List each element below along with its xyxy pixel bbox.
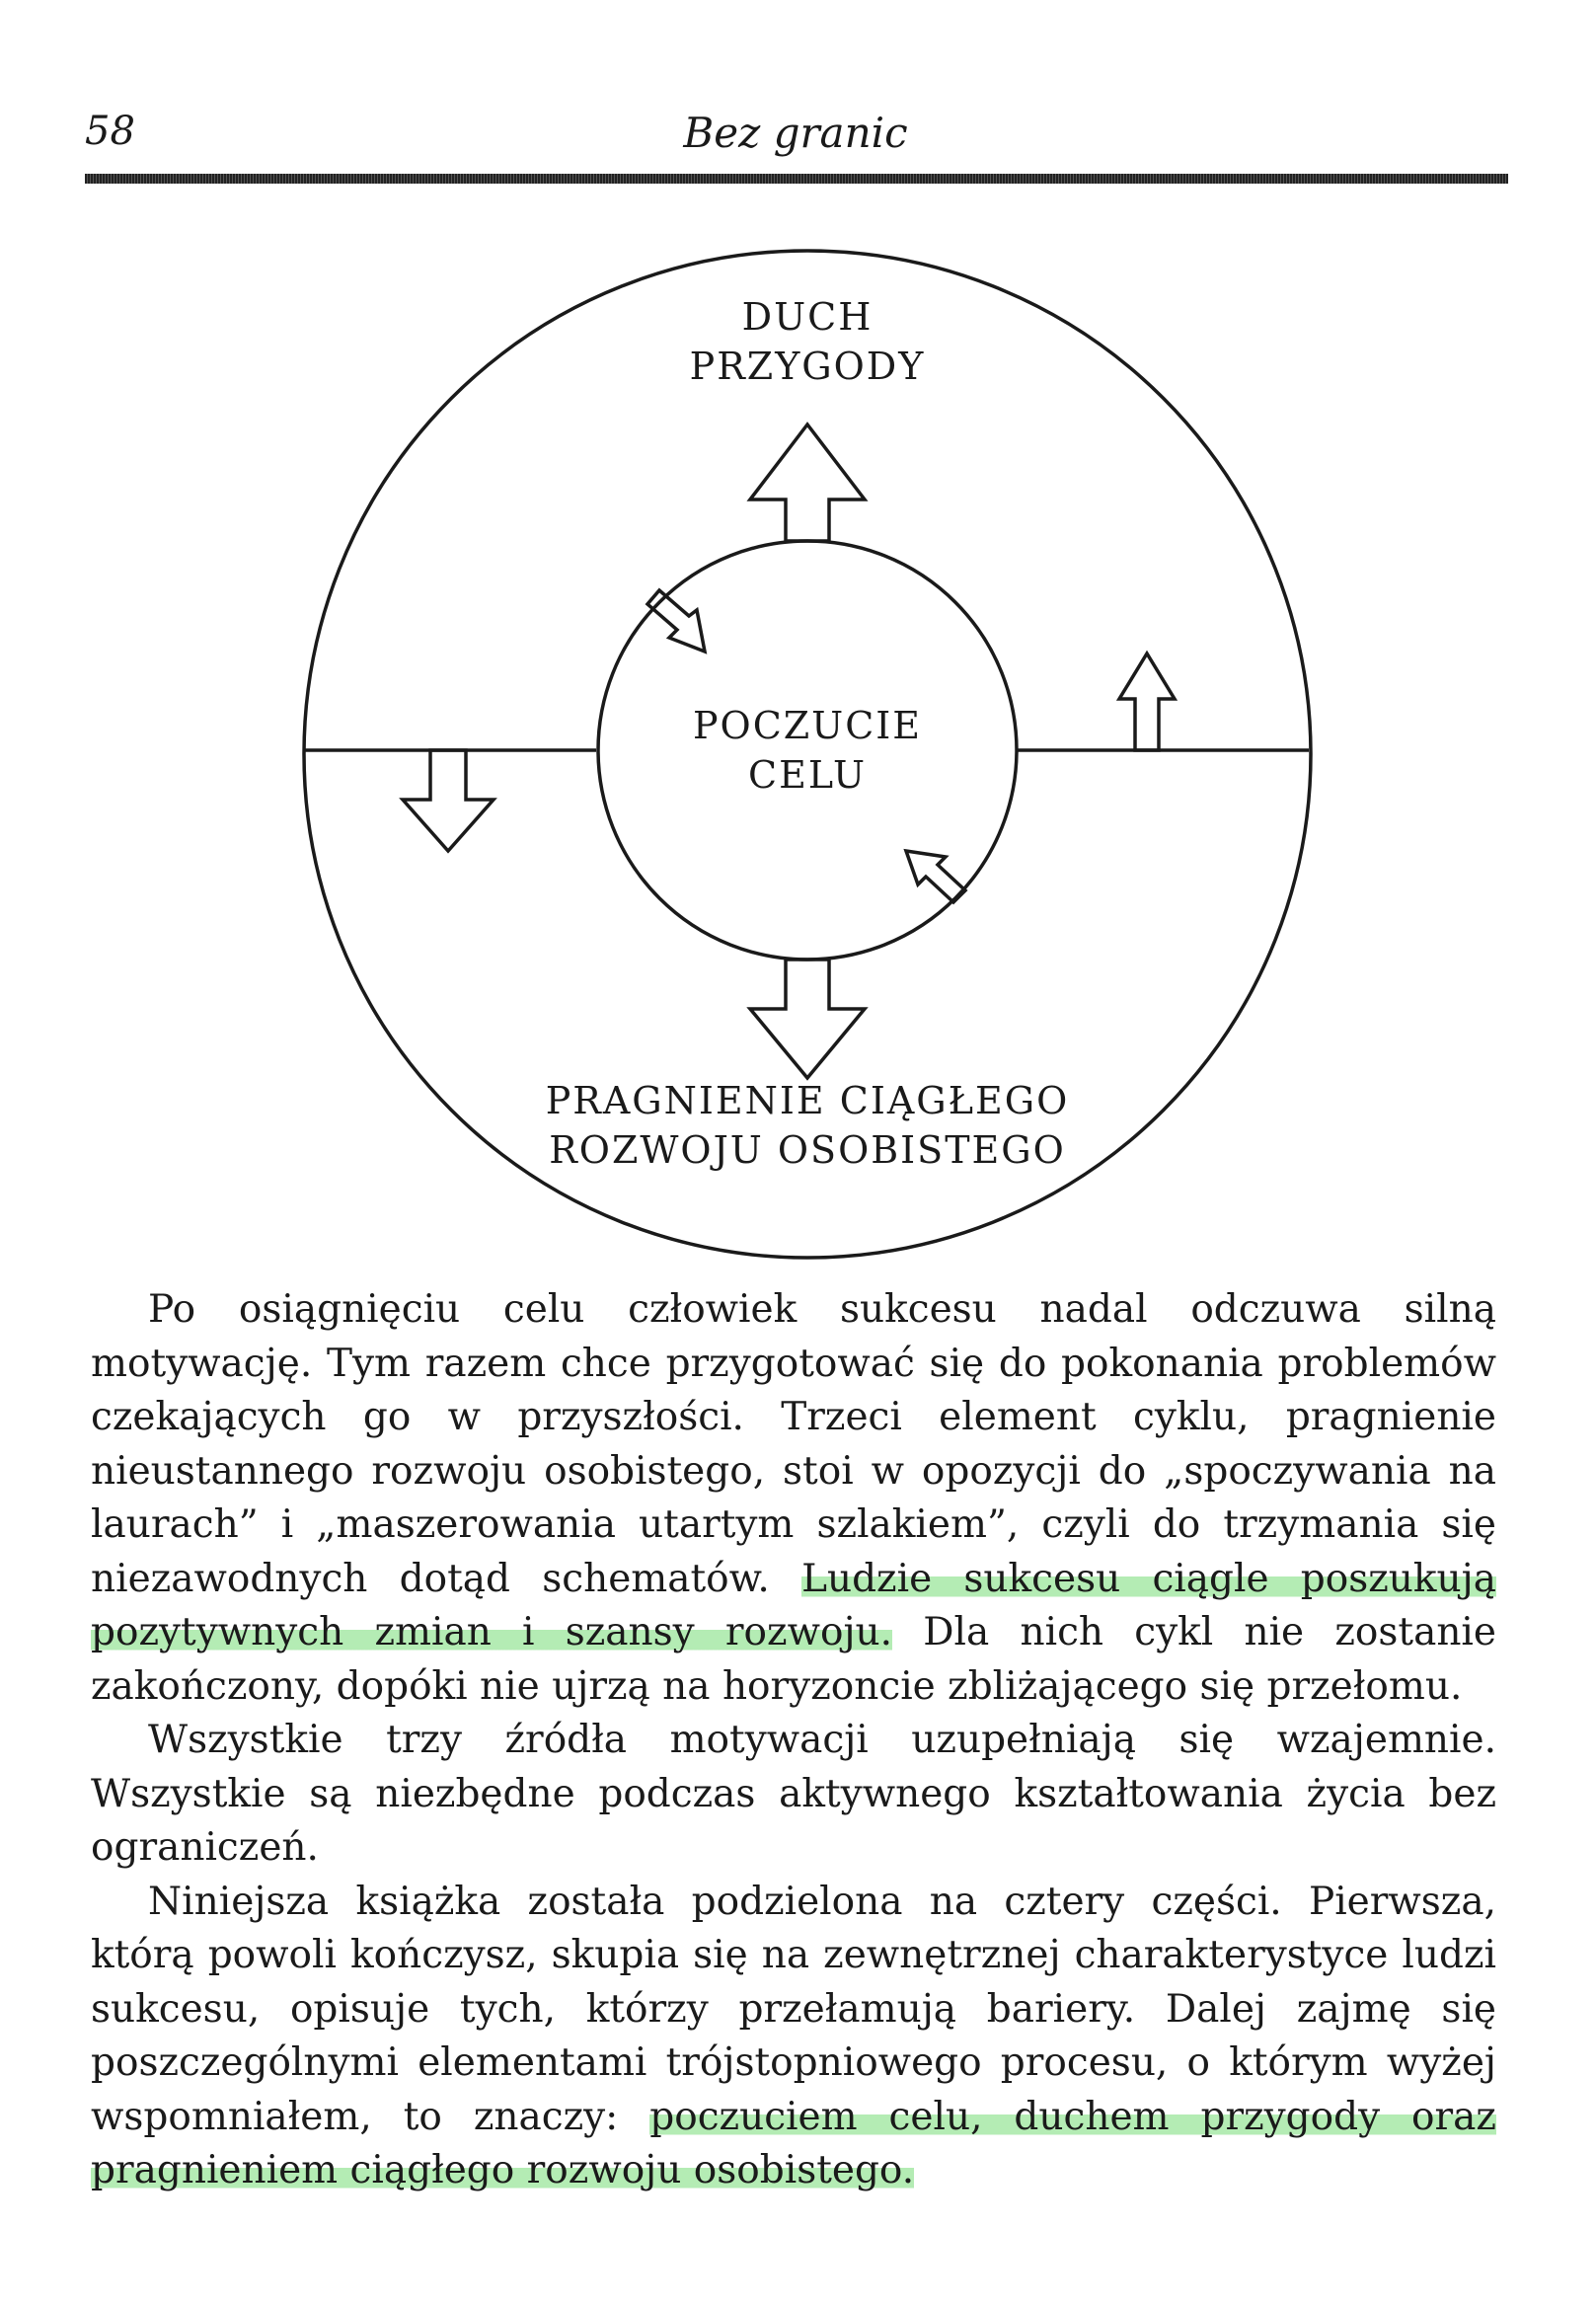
paragraph-2: Wszystkie trzy źródła motywacji uzupełniają się wzajemnie. Wszystkie są niezbędne podczas aktywnego kształtowania życia bez ograniczeń. xyxy=(91,1718,1496,1870)
highlighted-sentence-1: Ludzie sukcesu ciągle poszukują pozytywnych zmian i szansy rozwoju. xyxy=(91,1556,1496,1654)
label-poczucie-line1: POCZUCIE xyxy=(692,704,923,747)
paragraph-1 xyxy=(91,1283,1496,1714)
page-number: 58 xyxy=(85,109,135,154)
body-text xyxy=(91,1283,1496,2198)
label-duch-line1: DUCH xyxy=(741,295,874,339)
arrow-cycle-top-icon xyxy=(647,590,705,652)
paragraph-1-text-b: Dla nich cykl nie zostanie zakończony, dopóki nie ujrzą na horyzoncie zbliżającego się przełomu. xyxy=(91,1610,1496,1709)
label-pragnienie-line1: PRAGNIENIE CIĄGŁEGO xyxy=(545,1079,1070,1122)
label-pragnienie-line2: ROZWOJU OSOBISTEGO xyxy=(549,1128,1066,1172)
highlighted-sentence-2: poczuciem celu, duchem przygody oraz pragnieniem ciągłego rozwoju osobistego. xyxy=(91,2094,1496,2192)
arrow-left-down-icon xyxy=(403,750,494,851)
label-poczucie-line2: CELU xyxy=(748,753,867,797)
paragraph-1-text-a: Po osiągnięciu celu człowiek sukcesu nadal odczuwa silną motywację. Tym razem chce przygotować się do pokonania problemów czekających go w przyszłości. Trzeci element cyklu, pragnienie nieustannego rozwoju osobistego, stoi w opozycji do „spoczywania na laurach” i „maszerowania utartym szlakiem”, czyli do trzymania się niezawodnych dotąd schematów. xyxy=(91,1287,1496,1601)
label-duch-line2: PRZYGODY xyxy=(689,345,926,388)
running-title: Bez granic xyxy=(683,109,908,157)
arrow-cycle-bottom-icon xyxy=(906,851,965,902)
arrow-right-up-icon xyxy=(1119,653,1175,750)
paragraph-3 xyxy=(91,1876,1496,2198)
arrow-up-icon xyxy=(750,424,865,541)
inner-circle xyxy=(598,541,1017,960)
arrow-down-icon xyxy=(750,960,865,1078)
paragraph-3-text-a: Niniejsza książka została podzielona na cztery części. Pierwsza, którą powoli kończysz, skupia się na zewnętrznej charakterystyce ludzi sukcesu, opisuje tych, którzy przełamują bariery. Dalej zajmę się poszczególnymi elementami trójstopniowego procesu, o którym wyżej wspomniałem, to znaczy: xyxy=(91,1879,1496,2139)
